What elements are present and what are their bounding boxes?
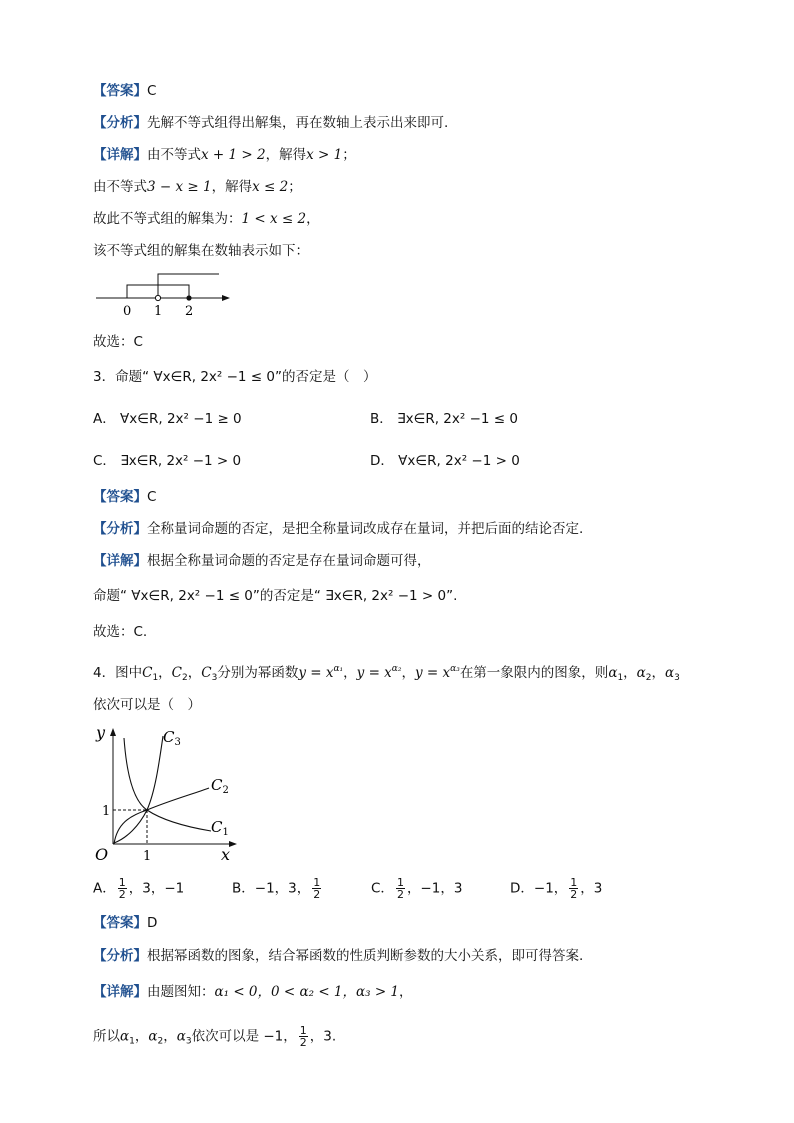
text: ，解得 bbox=[211, 179, 253, 195]
numerator: 1 bbox=[570, 876, 578, 889]
math: α bbox=[148, 1028, 158, 1045]
q2-detail-line-1 bbox=[93, 145, 356, 165]
q3-option-d: D． ∀x∈R, 2x² −1 > 0 bbox=[370, 453, 520, 469]
power-function-graph bbox=[93, 720, 253, 865]
q3-answer-line bbox=[93, 487, 156, 507]
text: ； bbox=[288, 179, 302, 195]
text: ， bbox=[399, 984, 413, 1000]
math: 1 < x ≤ 2 bbox=[241, 211, 307, 227]
label-c3 bbox=[163, 728, 181, 748]
label-c2 bbox=[211, 776, 229, 796]
q4-option-b bbox=[232, 877, 323, 900]
text: 4．图中 bbox=[93, 665, 143, 681]
detail-tag: 【详解】 bbox=[93, 147, 147, 163]
q2-choose: 故选：C bbox=[93, 334, 143, 350]
label-c1-letter: C bbox=[211, 818, 223, 836]
math: y = x bbox=[414, 665, 451, 681]
x-label: x bbox=[221, 845, 231, 864]
q4-stem-line-2: 依次可以是（ ） bbox=[93, 697, 201, 713]
math: α bbox=[665, 665, 675, 681]
q3-option-b: B． ∃x∈R, 2x² −1 ≤ 0 bbox=[370, 411, 518, 427]
math: α bbox=[636, 665, 646, 681]
denominator: 2 bbox=[570, 888, 578, 901]
math: 3 bbox=[674, 673, 680, 683]
q3-answer: C bbox=[147, 489, 157, 505]
curve-c1 bbox=[124, 738, 211, 831]
y-label: y bbox=[96, 723, 106, 742]
curve-c2 bbox=[114, 788, 209, 844]
text: ，3. bbox=[309, 1028, 337, 1045]
label-c1-sub: 1 bbox=[222, 827, 229, 838]
q2-detail-line-4: 该不等式组的解集在数轴表示如下： bbox=[93, 243, 309, 259]
math: α bbox=[608, 665, 618, 681]
text: ， bbox=[306, 211, 320, 227]
text: A． bbox=[93, 880, 116, 897]
math: y = x bbox=[356, 665, 392, 681]
x-axis-arrow bbox=[229, 841, 237, 847]
q3-detail-line-2: 命题“ ∀x∈R, 2x² −1 ≤ 0”的否定是“ ∃x∈R, 2x² −1 > 0”. bbox=[93, 588, 458, 604]
text: 所以 bbox=[93, 1028, 120, 1045]
axis-label-0: 0 bbox=[123, 304, 132, 319]
axis-arrow bbox=[222, 295, 230, 301]
fraction bbox=[396, 877, 405, 900]
detail-tag: 【详解】 bbox=[93, 984, 147, 1000]
text: 依次可以是 −1， bbox=[191, 1028, 297, 1045]
number-line-figure bbox=[93, 265, 243, 325]
q3-analysis: 全称量词命题的否定，是把全称量词改成存在量词，并把后面的结论否定. bbox=[147, 521, 584, 537]
q4-final-line: 所以$\alpha_1$，$\alpha_2$，$\alpha_3$依次可以是 −1， $\frac{1}{2}$ ，3. bbox=[93, 1024, 337, 1049]
text: 由不等式 bbox=[147, 147, 201, 163]
math: C bbox=[142, 665, 153, 681]
analysis-tag: 【分析】 bbox=[93, 948, 147, 964]
label-c2-letter: C bbox=[211, 776, 223, 794]
math: α₁ bbox=[333, 664, 344, 674]
q3-detail-line-1 bbox=[93, 551, 431, 571]
fraction bbox=[118, 877, 127, 900]
label-c3-sub: 3 bbox=[174, 737, 181, 748]
q2-detail-line-2 bbox=[93, 177, 302, 197]
denominator: 2 bbox=[299, 1036, 307, 1049]
label-c3-letter: C bbox=[163, 728, 175, 746]
math: C bbox=[171, 665, 183, 681]
denominator: 2 bbox=[313, 888, 321, 901]
q4-detail-line bbox=[93, 982, 413, 1002]
answer-tag: 【答案】 bbox=[93, 915, 147, 931]
fraction bbox=[299, 1025, 308, 1048]
closed-point bbox=[186, 295, 191, 300]
math: 3 − x ≥ 1 bbox=[147, 179, 212, 195]
analysis-tag: 【分析】 bbox=[93, 115, 147, 131]
q3-option-a: A． ∀x∈R, 2x² −1 ≥ 0 bbox=[93, 411, 242, 427]
q2-answer-line bbox=[93, 81, 156, 101]
fraction bbox=[312, 877, 321, 900]
q4-option-d bbox=[510, 877, 602, 900]
detail-tag: 【详解】 bbox=[93, 553, 147, 569]
math: 2 bbox=[182, 673, 188, 683]
q2-analysis: 先解不等式组得出解集，再在数轴上表示出来即可. bbox=[147, 115, 449, 131]
q2-detail-line-3 bbox=[93, 209, 320, 229]
text: ，3 bbox=[580, 880, 603, 897]
q2-analysis-line bbox=[93, 113, 448, 133]
origin-label: O bbox=[95, 845, 109, 864]
numerator: 1 bbox=[118, 876, 126, 889]
math: 2 bbox=[645, 673, 652, 683]
math: 1 bbox=[129, 1036, 135, 1047]
tick-label-y1: 1 bbox=[102, 804, 111, 819]
axis-label-2: 2 bbox=[185, 304, 194, 319]
open-point bbox=[155, 295, 160, 300]
math: α₁ < 0，0 < α₂ < 1，α₃ > 1 bbox=[214, 984, 400, 1000]
math: 1 bbox=[152, 673, 159, 683]
text: 故此不等式组的解集为： bbox=[93, 211, 242, 227]
text: ，3，−1 bbox=[128, 880, 185, 897]
math: C bbox=[201, 665, 212, 681]
y-axis-arrow bbox=[110, 728, 116, 736]
label-c1 bbox=[211, 818, 229, 838]
q3-option-c: C． ∃x∈R, 2x² −1 > 0 bbox=[93, 453, 242, 469]
text: 由题图知： bbox=[147, 984, 215, 1000]
math: 3 bbox=[211, 673, 218, 683]
analysis-tag: 【分析】 bbox=[93, 521, 147, 537]
q3-analysis-line bbox=[93, 519, 583, 539]
answer-tag: 【答案】 bbox=[93, 83, 147, 99]
denominator: 2 bbox=[396, 888, 404, 901]
math: y = x bbox=[298, 665, 334, 681]
math: α₃ bbox=[450, 664, 460, 674]
curve-c3 bbox=[114, 736, 163, 843]
text: C． bbox=[371, 880, 394, 897]
q4-stem-line-1: 4．图中$C_1$，$C_2$，$C_3$分别为幂函数$y = x^{\alpha_1}$，$y = x^{\alpha_2}$，$y = x^{\alpha_3}$在第一象限内的图象，则$\alpha_1$，$\alpha_2$，$\alpha_3$ bbox=[93, 664, 680, 683]
math: x ≤ 2 bbox=[252, 179, 289, 195]
q2-answer: C bbox=[147, 83, 157, 99]
answer-tag: 【答案】 bbox=[93, 489, 147, 505]
text: 由不等式 bbox=[93, 179, 147, 195]
axis-label-1: 1 bbox=[154, 304, 163, 319]
text: B．−1，3， bbox=[232, 880, 311, 897]
fraction bbox=[569, 877, 578, 900]
text: D．−1， bbox=[510, 880, 568, 897]
q4-analysis: 根据幂函数的图象，结合幂函数的性质判断参数的大小关系，即可得答案. bbox=[147, 948, 584, 964]
text: 根据全称量词命题的否定是存在量词命题可得， bbox=[147, 553, 431, 569]
label-c2-sub: 2 bbox=[222, 785, 229, 796]
numerator: 1 bbox=[313, 876, 321, 889]
tick-label-x1: 1 bbox=[143, 849, 152, 864]
text: ，解得 bbox=[265, 147, 307, 163]
q3-choose: 故选：C. bbox=[93, 624, 148, 640]
math: α bbox=[176, 1028, 186, 1045]
math: 1 bbox=[617, 673, 624, 683]
denominator: 2 bbox=[118, 888, 126, 901]
q4-analysis-line bbox=[93, 946, 583, 966]
math: α₂ bbox=[391, 664, 402, 674]
math: x > 1 bbox=[306, 147, 343, 163]
math: x + 1 > 2 bbox=[201, 147, 266, 163]
text: 在第一象限内的图象，则 bbox=[459, 665, 609, 681]
text: ； bbox=[342, 147, 356, 163]
numerator: 1 bbox=[299, 1024, 307, 1037]
q3-stem: 3．命题“ ∀x∈R, 2x² −1 ≤ 0”的否定是（ ） bbox=[93, 369, 377, 385]
q4-option-c bbox=[371, 877, 462, 900]
numerator: 1 bbox=[396, 876, 404, 889]
math: 3 bbox=[185, 1036, 192, 1047]
math: 2 bbox=[157, 1036, 164, 1047]
q4-answer: D bbox=[147, 915, 158, 931]
q4-option-a bbox=[93, 877, 184, 900]
text: 分别为幂函数 bbox=[217, 665, 299, 681]
math: α bbox=[120, 1028, 130, 1045]
q4-answer-line bbox=[93, 913, 157, 933]
text: ，−1，3 bbox=[406, 880, 463, 897]
